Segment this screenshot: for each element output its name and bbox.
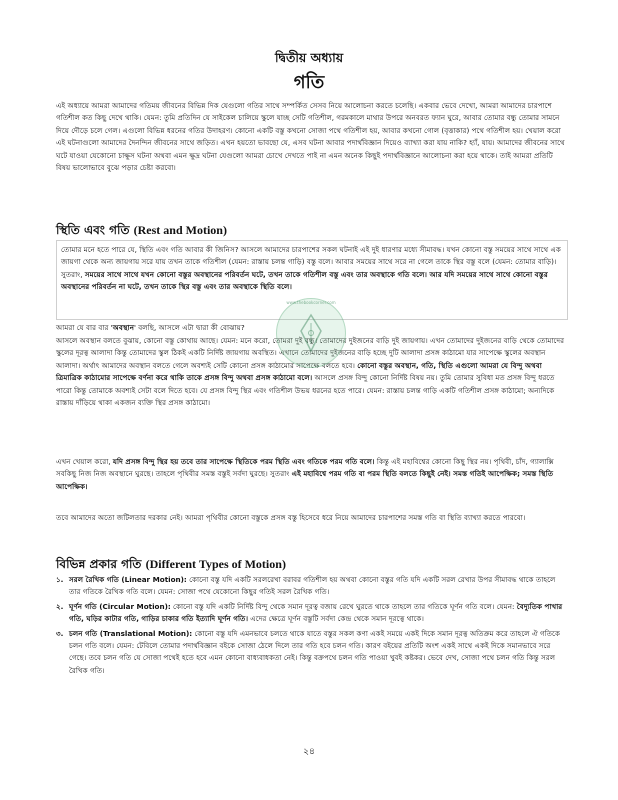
reference-frame-paragraph: আসলে অবস্থান বলতে বুঝায়, কোনো বস্তু কোথায় আছে। যেমন: মনে করো, তোমরা দুই বন্ধু। তোমাদের দুইজনের বাড়ি দুই জায়গায়। এখন তোমাদের দুইজনের বাড়ি থেকে তোমাদের স্কুলের দূরত্ব আলাদা কিন্তু তোমাদের স্কুল ঠিকই একটি নির্দিষ্ট জায়গায় অবস্থিত। এখানে তোমাদের দুইজনের বাড়ি হচ্ছে দুটি আলাদা প্রসঙ্গ কাঠামো যার সাপেক্ষে স্কুলের অবস্থান আলাদা। অর্থাৎ আমাদের অবস্থান বলতে গেলে অবশ্যই সেটি কোনো প্রসঙ্গ কাঠামোর সাপেক্ষে বলতে হবে। কোনো বস্তুর অবস্থান, গতি, স্থিতি এগুলো আমরা যে বিন্দু অথবা ত্রিমাত্রিক কাঠামোর সাপেক্ষে বর্ণনা করে থাকি তাকে প্রসঙ্গ বিন্দু অথবা প্রসঙ্গ কাঠামো বলে। আসলে প্রসঙ্গ বিন্দু কোনো নির্দিষ্ট বিষয় নয়। তুমি তোমার সুবিধা মত প্রসঙ্গ বিন্দু ধরতে পারো কিন্তু তোমাকে অবশ্যই সেটা বলে দিতে হবে। যে প্রসঙ্গ বিন্দু স্থির এবং গতিশীল উভয় ধরনের হতে পারে। যেমন: রাস্তায় চলন্ত গাড়ি একটি গতিশীল প্রসঙ্গ কাঠামো; অন্যদিকে রাস্তায় দাঁড়িয়ে থাকা একজন ব্যক্তি স্থির প্রসঙ্গ কাঠামো। [56,336,565,408]
watermark-logo [276,298,346,368]
heading-bengali: স্থিতি এবং গতি [56,223,130,237]
list-item: ১. সরল রৈখিক গতি (Linear Motion): কোনো বস্তু যদি একটি সরলরেখা বরাবর গতিশীল হয় অথবা কোনো বস্তুর গতি যদি একটি সরল রেখার উপর সীমাবদ্ধ থাকে তাহলে তার গতিকে রৈখিক গতি বলে। যেমন: সোজা পথে যেকোনো কিছুর গতিই সরল রৈখিক গতি। [56,575,556,597]
list-item: ২. ঘূর্ণন গতি (Circular Motion): কোনো বস্তু যদি একটি নির্দিষ্ট বিন্দু থেকে সমান দূরত্ব বজায় রেখে ঘুরতে থাকে তাহলে তার গতিকে ঘূর্ণন গতি বলে। যেমন: বৈদ্যুতিক পাখার গতি, ঘড়ির কাটার গতি, গাড়ির চাকার গতি ইত্যাদি ঘূর্ণন গতি। এদের ক্ষেত্রে ঘূর্ণন বস্তুটি সর্বদা কেন্দ্র থেকে সমান দূরত্বে থাকে। [56,601,563,624]
list-item-term: ঘূর্ণন গতি (Circular Motion): [69,601,171,611]
section-heading-rest-motion [56,222,227,238]
definition-bold: সময়ের সাথে সাথে যখন কোনো বস্তুর অবস্থানের পরিবর্তন ঘটে, তখন তাকে গতিশীল বস্তু এবং তার অবস্থাকে গতি বলে। আর যদি সময়ের সাথে সাথে কোনো বস্তুর অবস্থানের পরিবর্তন না ঘটে, তখন তাকে স্থির বস্তু এবং তার অবস্থাকে স্থিতি বলে। [61,269,548,292]
definition-box: তোমার মনে হতে পারে যে, স্থিতি এবং গতি আবার কী জিনিস? আসলে আমাদের চারপাশের সকল ঘটনাই এই দুই ধারণার মধ্যে সীমাবদ্ধ। যখন কোনো বস্তু সময়ের সাথে সাথে এক জায়গা থেকে অন্য জায়গায় সরে যায় তখন তাকে গতিশীল (যেমন: রাস্তায় চলন্ত গাড়ি) বস্তু বলে। আবার সময়ের সাথে সরে না গেলে তাকে স্থির বস্তু বলে (যেমন: তোমার বাড়ি)। সুতরাং, সময়ের সাথে সাথে যখন কোনো বস্তুর অবস্থানের পরিবর্তন ঘটে, তখন তাকে গতিশীল বস্তু এবং তার অবস্থাকে গতি বলে। আর যদি সময়ের সাথে সাথে কোনো বস্তুর অবস্থানের পরিবর্তন না ঘটে, তখন তাকে স্থির বস্তু এবং তার অবস্থাকে স্থিতি বলে। [56,240,568,320]
heading-english: (Different Types of Motion) [145,557,286,571]
position-question: আমরা যে বার বার 'অবস্থান' বলছি, আসলে এটা দ্বারা কী বোঝায়? [56,323,245,332]
heading-english: (Rest and Motion) [133,223,227,237]
list-item-term: চলন গতি (Translational Motion): [69,628,193,638]
section-heading-types-of-motion [56,556,286,572]
chapter-title: গতি [293,72,325,93]
chapter-label: দ্বিতীয় অধ্যায় [274,50,344,65]
intro-paragraph: এই অধ্যায়ে আমরা আমাদের গতিময় জীবনের বিভিন্ন দিক যেগুলো গতির সাথে সম্পর্কিত সেসব নিয়ে আলোচনা করতে চলেছি। একবার ভেবে দেখো, আমরা আমাদের চারপাশে গতিশীল কত কিছু দেখে থাকি। যেমন: তুমি প্রতিদিন যে সাইকেল চালিয়ে স্কুলে যাচ্ছ সেটি গতিশীল, গরমকালে মাথার উপরে অনবরত ফ্যান ঘুরে, আবার তোমার বন্ধু তোমার সামনে দিয়ে দৌড়ে চলে গেল। এগুলো বিভিন্ন ধরনের গতির উদাহরণ। কোনো একটি বস্তু কখনো সোজা পথে গতিশীল হয়, আবার কখনো গোল (বৃত্তাকার) পথে গতিশীল হয়। খেয়াল করো এই ঘটনাগুলো আমাদের দৈনন্দিন জীবনের সাথে জড়িত। এখন হয়তো ভাবছো যে, এসব ঘটনা আবার পদার্থবিজ্ঞান দিয়েও ব্যাখ্যা করা যায় নাকি? হ্যাঁ, যায়। আমাদের জীবনের সাথে ঘটে যাওয়া যেকোনো চাক্ষুস ঘটনা অথবা এমন ক্ষুদ্র ঘটনা যেগুলো আমরা চোখে দেখতে পাই না এমন অনেক কিছুই পদার্থবিজ্ঞানে আলোচনা করা হয়ে থাকে। তাই আমরা প্রতিটি বিষয় ভালোভাবে বুঝে পড়ার চেষ্টা করবো। [56,101,565,173]
pen-nib-icon [295,313,327,353]
heading-bengali: বিভিন্ন প্রকার গতি [56,557,142,571]
closing-paragraph: তবে আমাদের অতো জটিলতার দরকার নেই। আমরা পৃথিবীর কোনো বস্তুকে প্রসঙ্গ বস্তু হিসেবে ধরে নিয়ে আমাদের চারপাশের সমস্ত গতি বা স্থিতি ব্যাখ্যা করতে পারবো। [56,513,526,522]
page-number: ২৪ [303,747,315,757]
motion-types-list [56,574,568,677]
absolute-motion-paragraph: এখন খেয়াল করো, যদি প্রসঙ্গ বিন্দু স্থির হয় তবে তার সাপেক্ষে স্থিতিকে পরম স্থিতি এবং গতিকে পরম গতি বলে। কিন্তু এই মহাবিশ্বের কোনো কিছু স্থির নয়। পৃথিবী, চাঁদ, গ্যালাক্সি সবকিছু নিজ নিজ অবস্থানে ঘুরছে। তাহলে পৃথিবীর সমস্ত বস্তুই সর্বদা ঘুরছে। সুতরাং এই মহাবিশ্বে পরম গতি বা পরম স্থিতি বলতে কিছুই নেই। সমস্ত গতিই আপেক্ষিক; সমস্ত স্থিতি আপেক্ষিক। [56,457,554,491]
watermark-text: www.thebookcorner.com [286,300,336,305]
list-item-term: সরল রৈখিক গতি (Linear Motion): [69,575,187,584]
list-item: ৩. চলন গতি (Translational Motion): কোনো বস্তু যদি এমনভাবে চলতে থাকে যাতে বস্তুর সকল কণা একই সময়ে একই দিকে সমান দূরত্ব অতিক্রম করে তাহলে ঐ গতিকে চলন গতি বলে। যেমন: টেবিলে তোমার পদার্থবিজ্ঞান বইকে সোজা ঠেলে দিলে তার গতি হবে চলন গতি। কারণ বইয়ের প্রতিটি অংশ একই সাথে একই দিকে সমানভাবে সরে গেছে। তবে চলন গতি যে সোজা পথেই হতে হবে এমন কোনো বাধ্যবাধকতা নেই। কিন্তু বক্রপথে চলন গতি পাওয়া খুবই কষ্টকর। ভেবে দেখ, সোজা পথে চলন গতি কিন্তু সরল রৈখিক গতি। [56,628,560,675]
